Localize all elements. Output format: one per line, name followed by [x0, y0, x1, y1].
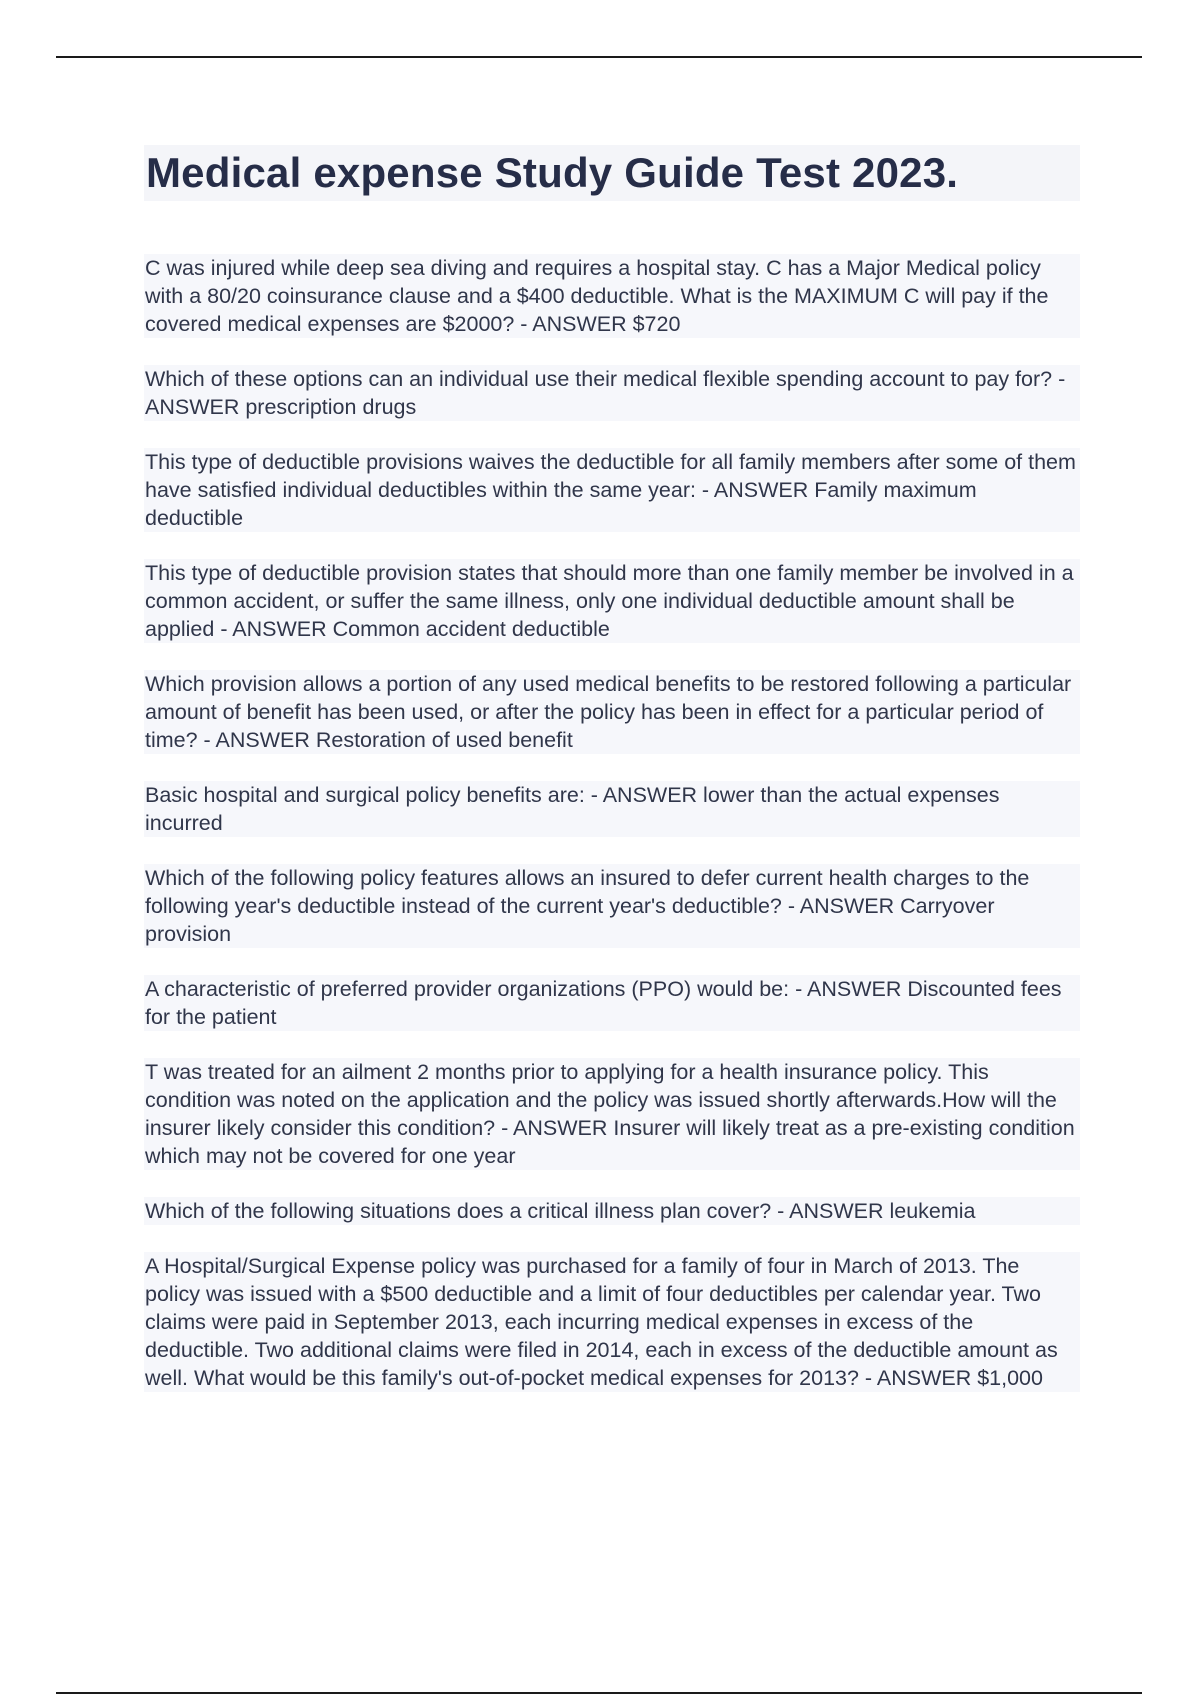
qa-item: T was treated for an ailment 2 months prior to applying for a health insurance policy. This condition was noted on the application and the policy was issued shortly afterwards.How will the insurer likely consider this condition? - ANSWER Insurer will likely treat as a pre-existing condition which may not be covered for one year [144, 1058, 1080, 1170]
qa-item: Basic hospital and surgical policy benefits are: - ANSWER lower than the actual expenses incurred [144, 781, 1080, 837]
qa-item: Which of the following policy features allows an insured to defer current health charges to the following year's deductible instead of the current year's deductible? - ANSWER Carryover provision [144, 864, 1080, 948]
qa-item: Which of the following situations does a critical illness plan cover? - ANSWER leukemia [144, 1197, 1080, 1225]
qa-item: Which provision allows a portion of any used medical benefits to be restored following a particular amount of benefit has been used, or after the policy has been in effect for a particular period of time? - ANSWER Restoration of used benefit [144, 670, 1080, 754]
page-title: Medical expense Study Guide Test 2023. [144, 145, 1080, 201]
qa-item: This type of deductible provision states that should more than one family member be involved in a common accident, or suffer the same illness, only one individual deductible amount shall be applied - ANSWER Common accident deductible [144, 559, 1080, 643]
qa-item: A characteristic of preferred provider organizations (PPO) would be: - ANSWER Discounted fees for the patient [144, 975, 1080, 1031]
qa-item: C was injured while deep sea diving and requires a hospital stay. C has a Major Medical policy with a 80/20 coinsurance clause and a $400 deductible. What is the MAXIMUM C will pay if the covered medical expenses are $2000? - ANSWER $720 [144, 254, 1080, 338]
top-rule [56, 56, 1142, 58]
qa-item: This type of deductible provisions waives the deductible for all family members after some of them have satisfied individual deductibles within the same year: - ANSWER Family maximum deductible [144, 448, 1080, 532]
qa-list [144, 254, 1080, 1392]
qa-item: A Hospital/Surgical Expense policy was purchased for a family of four in March of 2013. The policy was issued with a $500 deductible and a limit of four deductibles per calendar year. Two claims were paid in September 2013, each incurring medical expenses in excess of the deductible. Two additional claims were filed in 2014, each in excess of the deductible amount as well. What would be this family's out-of-pocket medical expenses for 2013? - ANSWER $1,000 [144, 1252, 1080, 1392]
document-body [144, 145, 1080, 1419]
qa-item: Which of these options can an individual use their medical flexible spending account to pay for? - ANSWER prescription drugs [144, 365, 1080, 421]
bottom-rule [56, 1692, 1142, 1694]
